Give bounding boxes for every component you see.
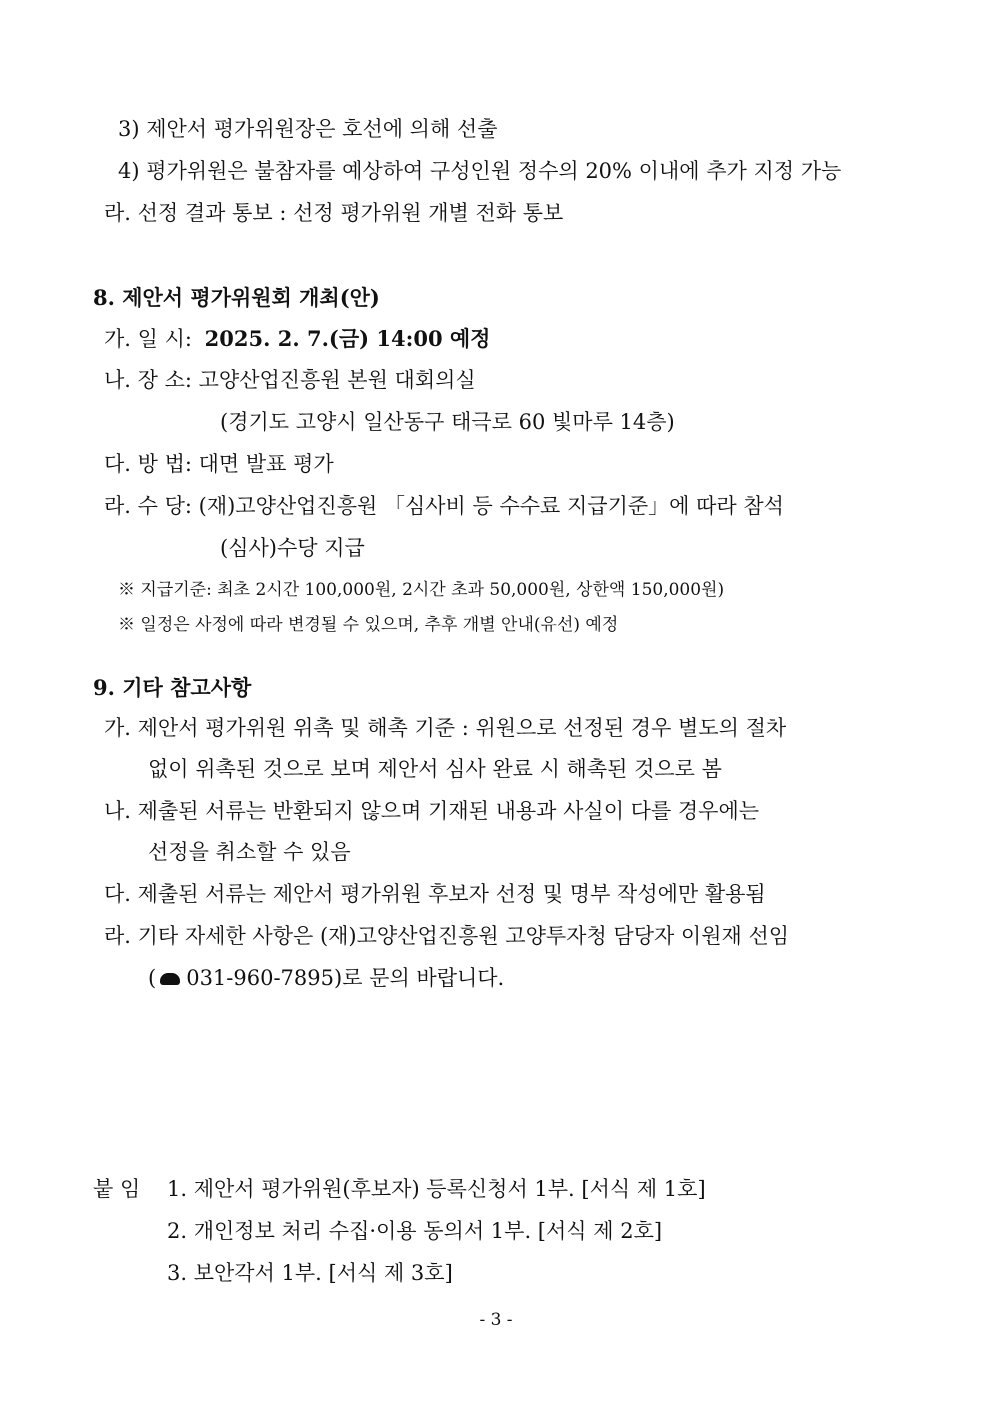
section-heading-8: 8. 제안서 평가위원회 개최(안) [93,285,380,310]
datetime-label: 가. 일 시: [104,327,192,351]
meeting-datetime [104,325,490,353]
meeting-allowance: 라. 수 당: (재)고양산업진흥원 「심사비 등 수수료 지급기준」에 따라 참석 [104,494,784,518]
ref-item-da: 다. 제출된 서류는 제안서 평가위원 후보자 선정 및 명부 작성에만 활용됨 [104,882,766,906]
meeting-method: 다. 방 법: 대면 발표 평가 [104,452,334,476]
attachment-3: 3. 보안각서 1부. [서식 제 3호] [167,1261,453,1285]
meeting-allowance-cont: (심사)수당 지급 [220,536,365,560]
attachment-label: 붙 임 [93,1177,141,1201]
meeting-place: 나. 장 소: 고양산업진흥원 본원 대회의실 [104,368,476,392]
contact-line [148,964,504,992]
note-payment-criteria: ※ 지급기준: 최초 2시간 100,000원, 2시간 초과 50,000원, 상한액 150,000원) [118,580,725,600]
section-heading-9: 9. 기타 참고사항 [93,675,252,700]
datetime-value: 2025. 2. 7.(금) 14:00 예정 [204,326,491,351]
telephone-icon [160,973,180,985]
contact-open-paren: ( [148,966,157,990]
attachment-1: 1. 제안서 평가위원(후보자) 등록신청서 1부. [서식 제 1호] [167,1177,706,1201]
note-schedule-change: ※ 일정은 사정에 따라 변경될 수 있으며, 추후 개별 안내(유선) 예정 [118,615,619,635]
ref-item-ga: 가. 제안서 평가위원 위촉 및 해촉 기준 : 위원으로 선정된 경우 별도의 절차 [104,716,787,740]
ref-item-na-cont: 선정을 취소할 수 있음 [148,840,351,864]
attachment-2: 2. 개인정보 처리 수집·이용 동의서 1부. [서식 제 2호] [167,1219,663,1243]
line-selection-notice: 라. 선정 결과 통보 : 선정 평가위원 개별 전화 통보 [104,201,564,225]
contact-phone-text: 031-960-7895)로 문의 바랍니다. [186,966,505,990]
ref-item-ga-cont: 없이 위촉된 것으로 보며 제안서 심사 완료 시 해촉된 것으로 봄 [148,757,722,781]
page-number: - 3 - [479,1310,513,1330]
meeting-address: (경기도 고양시 일산동구 태극로 60 빛마루 14층) [220,410,675,434]
line-3-chair-selection: 3) 제안서 평가위원장은 호선에 의해 선출 [118,117,498,141]
ref-item-na: 나. 제출된 서류는 반환되지 않으며 기재된 내용과 사실이 다를 경우에는 [104,799,760,823]
ref-item-ra: 라. 기타 자세한 사항은 (재)고양산업진흥원 고양투자청 담당자 이원재 선임 [104,924,790,948]
line-4-additional-members: 4) 평가위원은 불참자를 예상하여 구성인원 정수의 20% 이내에 추가 지정 가능 [118,159,842,183]
